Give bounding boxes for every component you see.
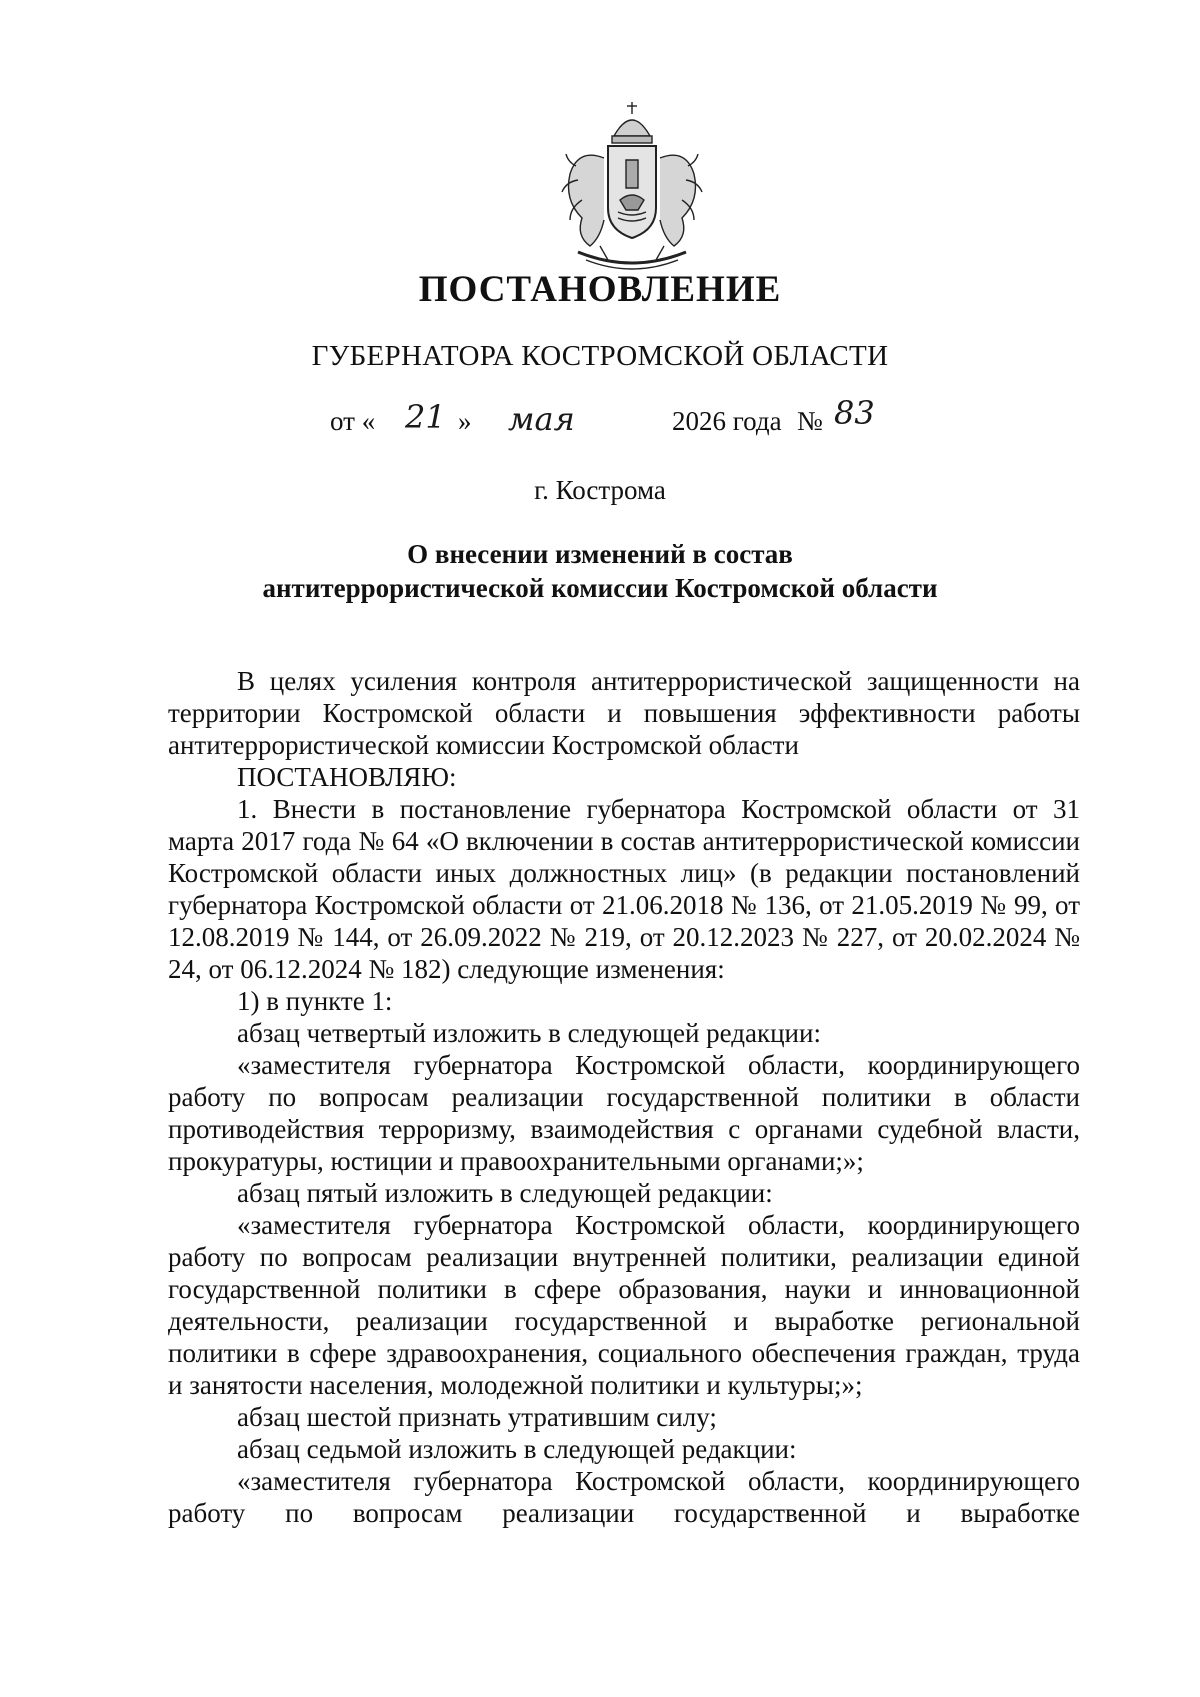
date-month: мая bbox=[508, 400, 575, 438]
date-year: 2026 года bbox=[672, 406, 782, 436]
date-day: 21 bbox=[405, 398, 446, 436]
paragraph-4-text: «заместителя губернатора Костромской области, координирующего работу по вопросам реализации государственной политики в области противодействия терроризму, взаимодействия с органами судебной власти, прокуратуры, юстиции и правоохранительными органами;»; bbox=[168, 1050, 1080, 1176]
document-heading bbox=[0, 537, 1200, 605]
paragraph-4-instruction: абзац четвертый изложить в следующей редакции: bbox=[237, 1018, 821, 1048]
heading-line-1: О внесении изменений в состав bbox=[407, 539, 793, 569]
paragraph-5-text: «заместителя губернатора Костромской области, координирующего работу по вопросам реализации внутренней политики, реализации единой государственной политики в сфере образования, науки и инновационной деятельности, реализации государственной и выработке региональной политики в сфере здравоохранения, социального обеспечения граждан, труда и занятости населения, молодежной политики и культуры;»; bbox=[168, 1210, 1080, 1400]
paragraph-6-instruction: абзац шестой признать утратившим силу; bbox=[237, 1402, 717, 1432]
issuer-title: ГУБЕРНАТОРА КОСТРОМСКОЙ ОБЛАСТИ bbox=[311, 340, 889, 372]
paragraph-5-instruction: абзац пятый изложить в следующей редакции: bbox=[237, 1178, 773, 1208]
date-line bbox=[0, 394, 1200, 446]
date-close-quote: » bbox=[458, 406, 472, 436]
preamble-paragraph: В целях усиления контроля антитеррористической защищенности на территории Костромской области и повышения эффективности работы антитеррористической комиссии Костромской области bbox=[168, 666, 1080, 760]
document-body bbox=[168, 665, 1080, 1529]
coat-of-arms-icon bbox=[548, 96, 716, 276]
paragraph-7-instruction: абзац седьмой изложить в следующей редакции: bbox=[237, 1434, 797, 1464]
heading-line-2: антитеррористической комиссии Костромской области bbox=[262, 573, 938, 603]
date-prefix: от « bbox=[330, 406, 376, 436]
subitem-1-paragraph: 1) в пункте 1: bbox=[237, 986, 393, 1016]
document-title: ПОСТАНОВЛЕНИЕ bbox=[418, 269, 782, 310]
city: г. Кострома bbox=[534, 475, 666, 505]
resolution-word: ПОСТАНОВЛЯЮ: bbox=[237, 762, 457, 792]
document-number: 83 bbox=[834, 394, 875, 432]
paragraph-7-text: «заместителя губернатора Костромской области, координирующего работу по вопросам реализации государственной и выработке bbox=[168, 1466, 1080, 1528]
number-sign: № bbox=[797, 406, 823, 436]
item-1-paragraph: 1. Внести в постановление губернатора Костромской области от 31 марта 2017 года № 64 «О включении в состав антитеррористической комиссии Костромской области иных должностных лиц» (в редакции постановлений губернатора Костромской области от 21.06.2018 № 136, от 21.05.2019 № 99, от 12.08.2019 № 144, от 26.09.2022 № 219, от 20.12.2023 № 227, от 20.02.2024 № 24, от 06.12.2024 № 182) следующие изменения: bbox=[168, 794, 1080, 984]
